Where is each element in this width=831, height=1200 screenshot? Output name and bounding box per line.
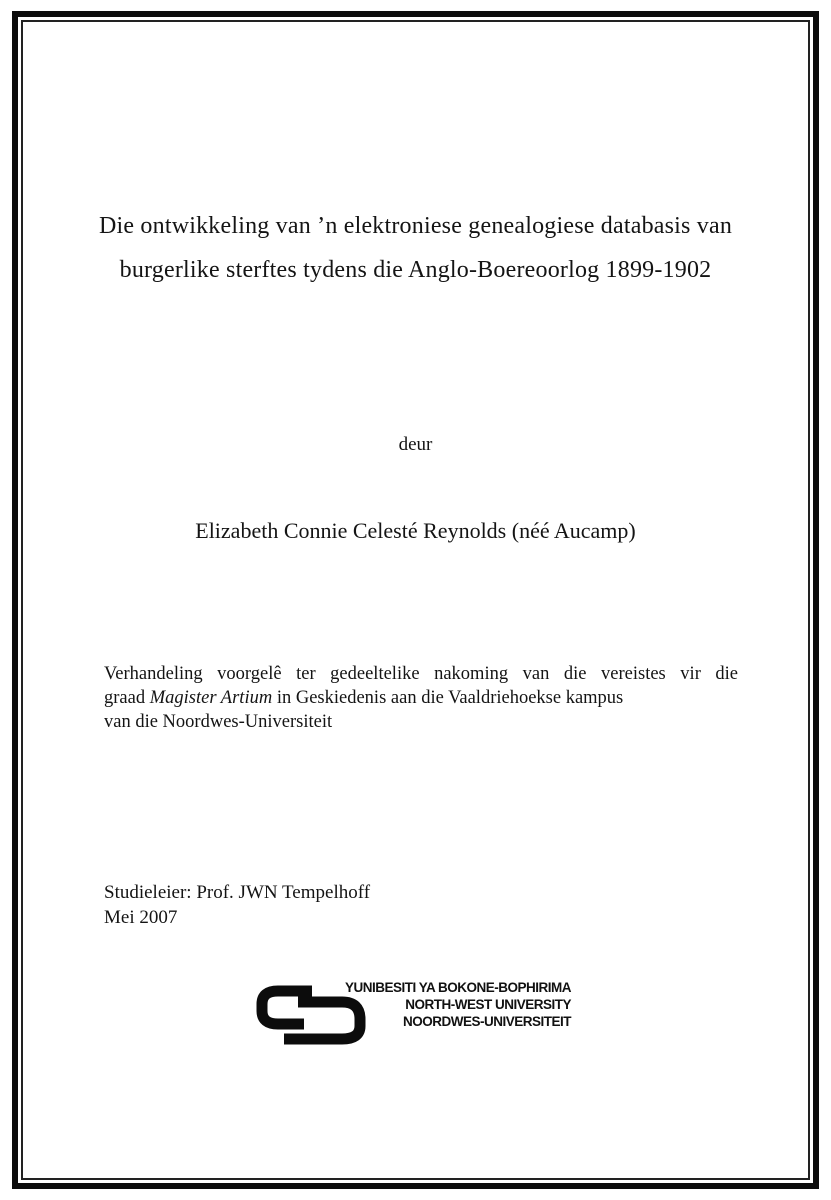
thesis-title-line2: burgerlike sterftes tydens die Anglo-Boereoorlog 1899-1902 <box>119 257 712 283</box>
byline: deur <box>398 434 433 455</box>
thesis-title <box>0 204 831 292</box>
submission-line2 <box>104 686 738 710</box>
author-name: Elizabeth Connie Celesté Reynolds (néé Aucamp) <box>195 518 636 543</box>
supervisor-block <box>104 880 370 930</box>
university-wordmark <box>317 979 571 1030</box>
university-name-setswana: YUNIBESITI YA BOKONE-BOPHIRIMA <box>344 980 571 995</box>
supervisor-line: Studieleier: Prof. JWN Tempelhoff <box>104 882 371 903</box>
degree-name: Magister Artium <box>149 688 273 708</box>
date-line: Mei 2007 <box>104 907 178 928</box>
submission-line2-pre: graad <box>104 688 150 708</box>
university-name-afrikaans: NOORDWES-UNIVERSITEIT <box>402 1014 571 1029</box>
thesis-title-line1: Die ontwikkeling van ’n elektroniese genealogiese databasis van <box>98 213 733 239</box>
submission-line2-post: in Geskiedenis aan die Vaaldriehoekse kampus <box>272 688 624 708</box>
university-name-english: NORTH-WEST UNIVERSITY <box>405 997 571 1012</box>
university-logo <box>256 978 586 1050</box>
submission-line1: Verhandeling voorgelê ter gedeeltelike nakoming van die vereistes vir die <box>104 664 738 684</box>
submission-line3: van die Noordwes-Universiteit <box>104 712 333 732</box>
submission-statement <box>104 662 738 734</box>
